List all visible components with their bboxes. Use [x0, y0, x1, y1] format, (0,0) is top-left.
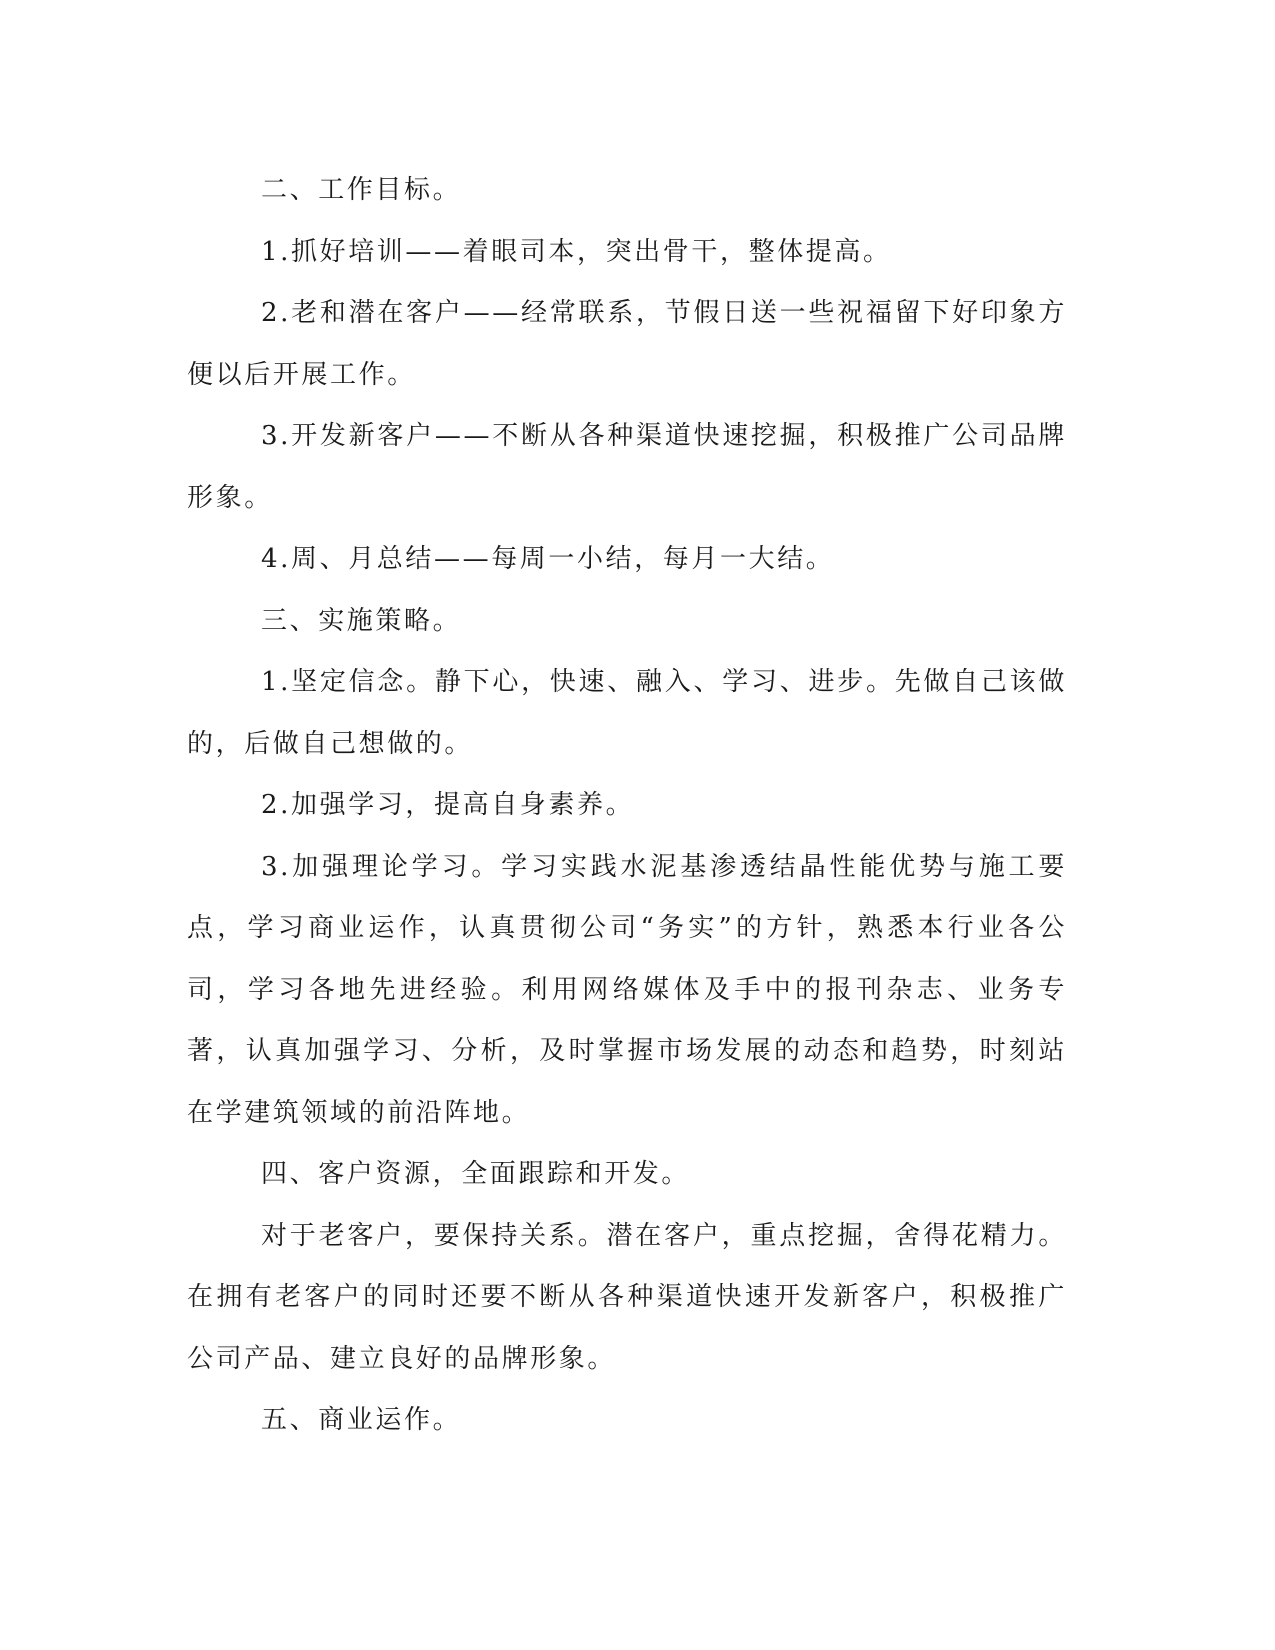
goal-item-training: 1.抓好培训——着眼司本，突出骨干，整体提高。 [261, 236, 892, 267]
section-heading-business-operation: 五、商业运作。 [261, 1405, 462, 1435]
strategy-item-belief: 1.坚定信念。静下心，快速、融入、学习、进步。先做自己该做的，后做自己想做的。 [187, 667, 1067, 759]
section-heading-client-resources: 四、客户资源，全面跟踪和开发。 [261, 1159, 691, 1189]
document-body [187, 160, 1067, 1452]
goal-item-existing-clients: 2.老和潜在客户——经常联系，节假日送一些祝福留下好印象方便以后开展工作。 [187, 298, 1067, 390]
strategy-item-theory: 3.加强理论学习。学习实践水泥基渗透结晶性能优势与施工要点，学习商业运作，认真贯彻公司“务实”的方针，熟悉本行业各公司，学习各地先进经验。利用网络媒体及手中的报刊杂志、业务专著，认真加强学习、分析，及时掌握市场发展的动态和趋势，时刻站在学建筑领域的前沿阵地。 [187, 851, 1067, 1128]
goal-item-summaries: 4.周、月总结——每周一小结，每月一大结。 [261, 544, 835, 574]
strategy-item-learning: 2.加强学习，提高自身素养。 [261, 790, 635, 820]
client-resources-body: 对于老客户，要保持关系。潜在客户，重点挖掘，舍得花精力。在拥有老客户的同时还要不断从各种渠道快速开发新客户，积极推广公司产品、建立良好的品牌形象。 [187, 1220, 1067, 1374]
goal-item-new-clients: 3.开发新客户——不断从各种渠道快速挖掘，积极推广公司品牌形象。 [187, 421, 1067, 513]
section-heading-work-goals: 二、工作目标。 [261, 175, 462, 205]
section-heading-strategy: 三、实施策略。 [261, 605, 462, 636]
